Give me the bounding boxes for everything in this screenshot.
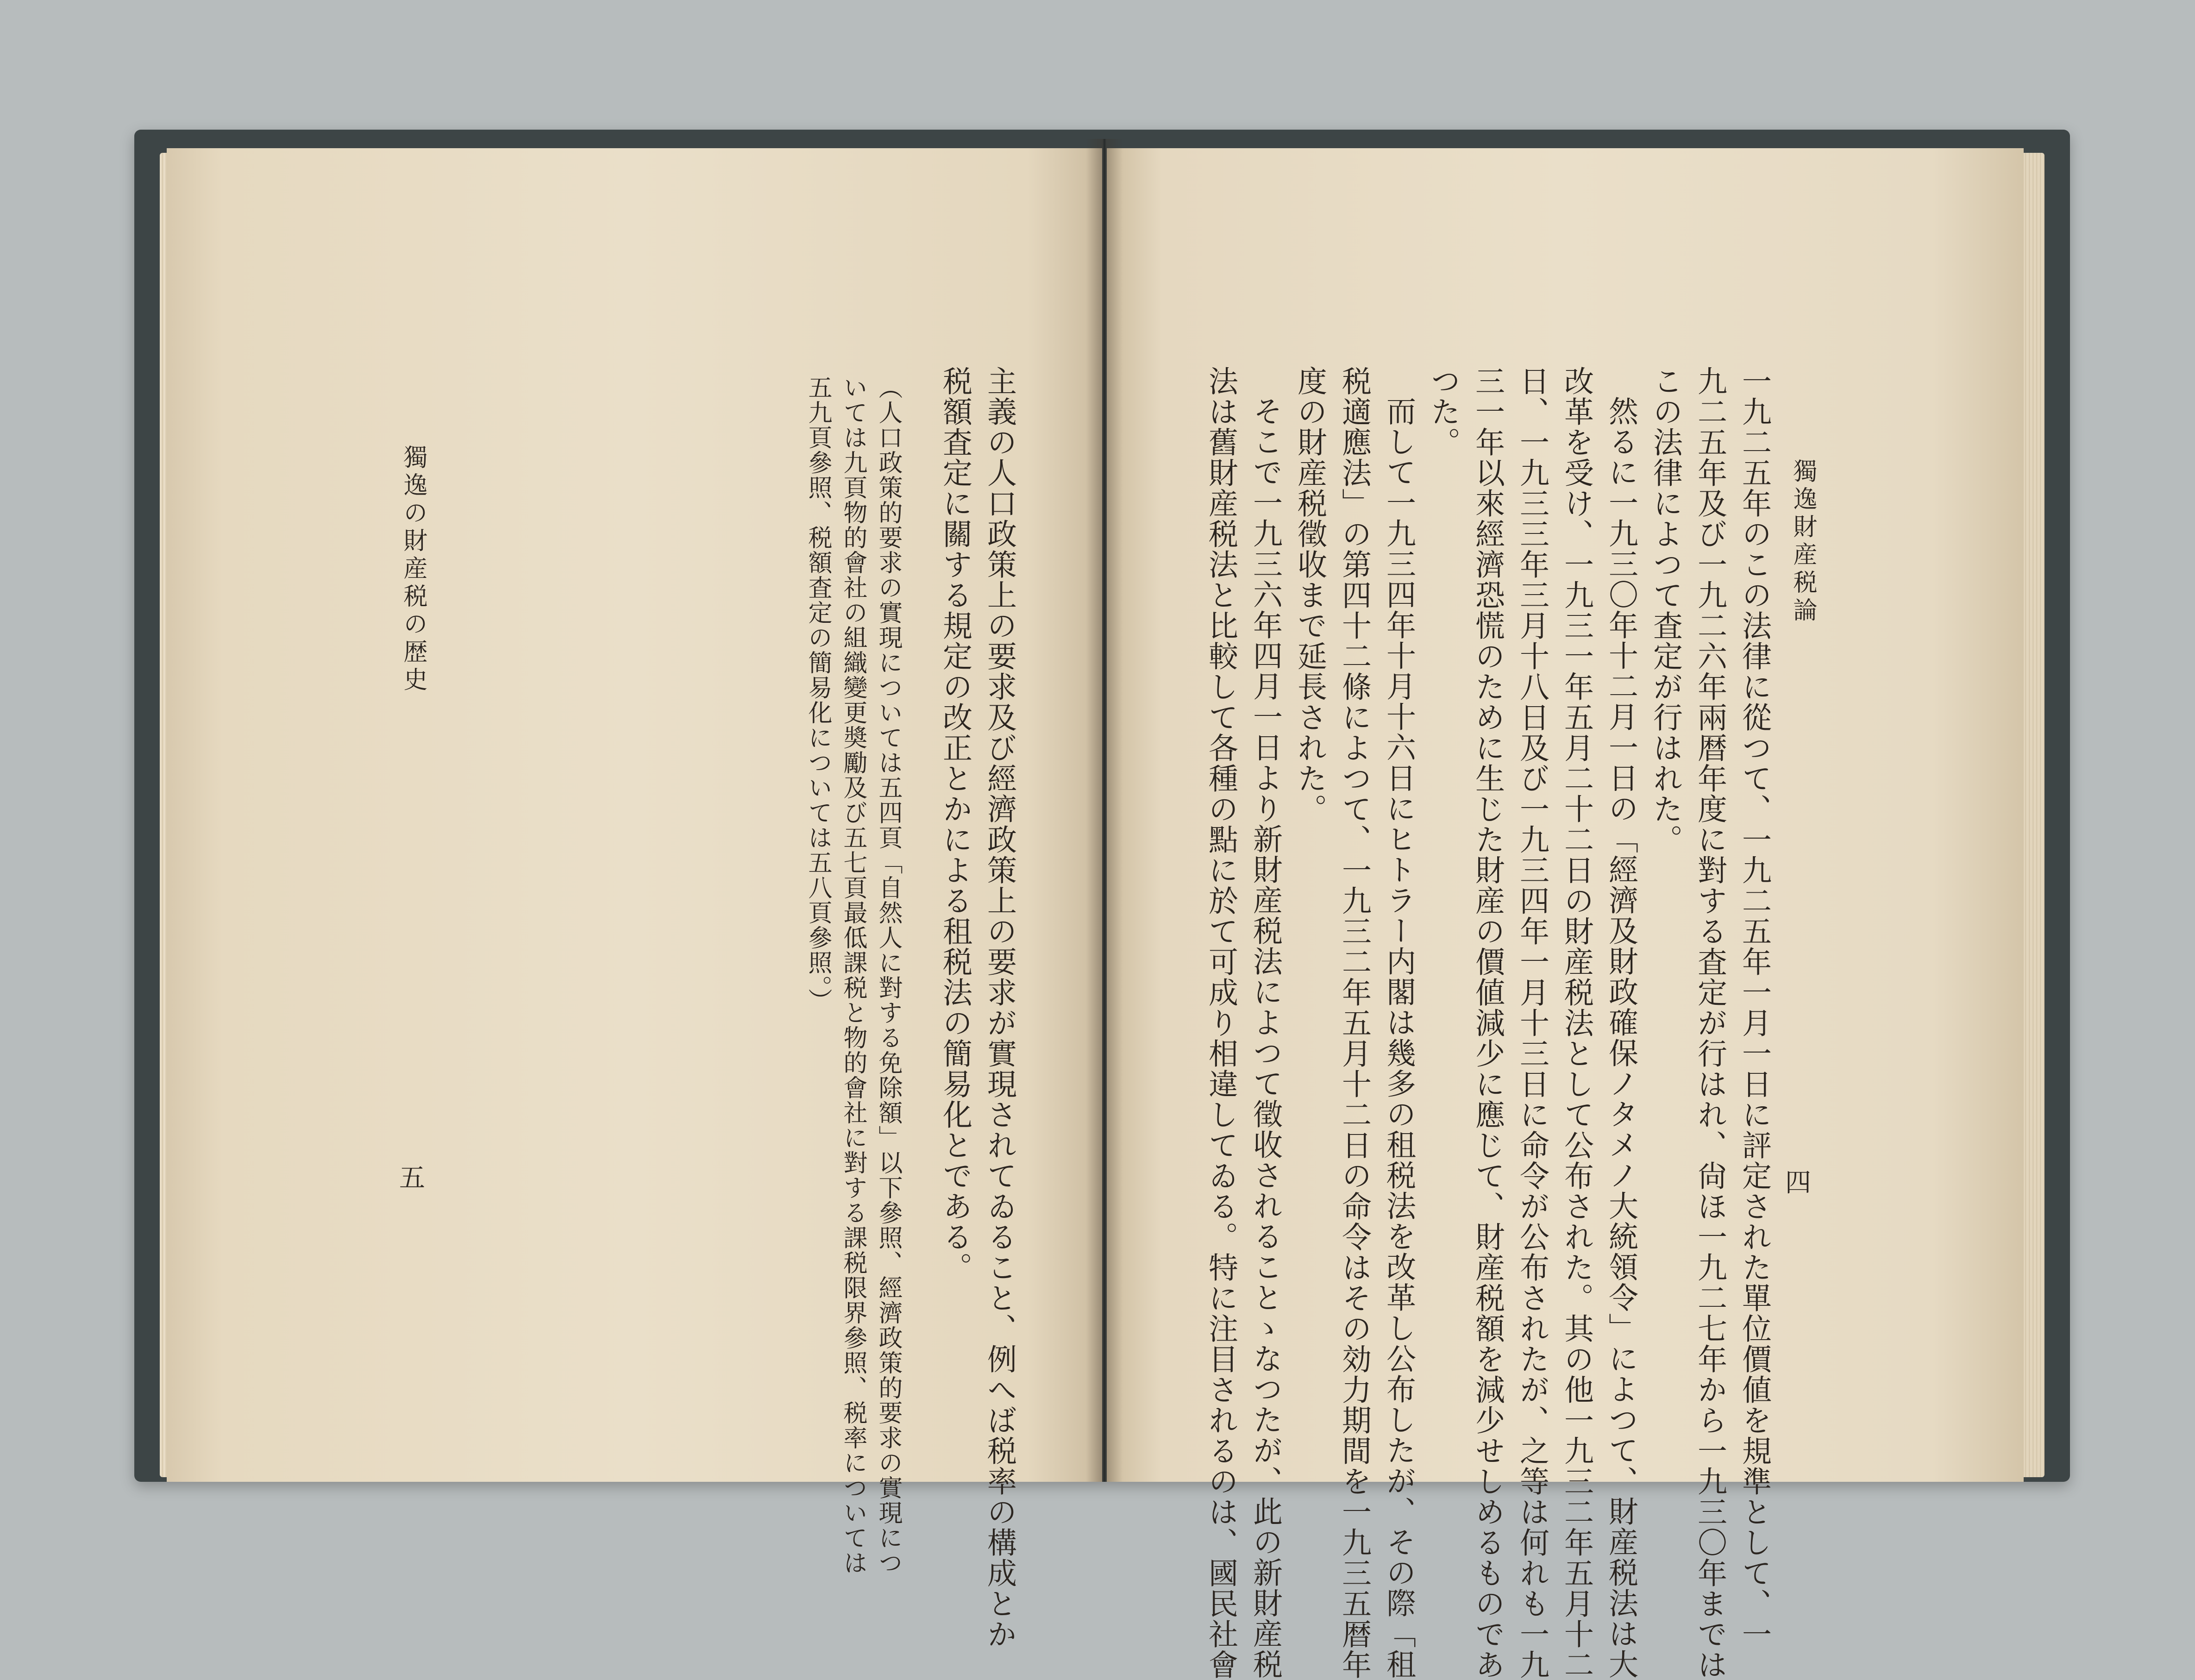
left-note-line-1: （人口政策的要求の實現については五四頁「自然人に對する免除額」以下參照、經濟政策的要求の實現につ: [874, 375, 902, 1575]
right-body-line-12: そこで一九三六年四月一日より新財産税法によつて徵收されることゝなつたが、此の新財産税: [1248, 396, 1282, 1680]
left-running-header: 獨逸の財産税の歴史: [399, 445, 427, 695]
right-body-line-4: 然るに一九三〇年十二月一日の「經濟及財政確保ノタメノ大統領令」によつて、財産税法は大: [1604, 396, 1638, 1680]
right-page-number: 四: [1785, 1168, 1812, 1198]
left-note-line-2: いては九頁物的會社の組織變更奬勵及び五七頁最低課税と物的會社に對する課税限界參照、税率については: [839, 375, 867, 1575]
left-note-line-3: 五九頁參照、税額査定の簡易化については五八頁參照。）: [804, 375, 832, 1013]
right-body-line-5: 改革を受け、一九三一年五月二十二日の財産税法として公布された。其の他一九三二年五月十二: [1559, 366, 1593, 1680]
right-body-line-11: 度の財産税徵收まで延長された。: [1292, 366, 1327, 824]
right-body-line-7: 三一年以來經濟恐慌のために生じた財産の價値減少に應じて、財産税額を減少せしめるものであ: [1470, 366, 1505, 1680]
left-page-number: 五: [399, 1163, 426, 1193]
right-body-line-13: 法は舊財産税法と比較して各種の點に於て可成り相違してゐる。特に注目されるのは、國民社會: [1204, 366, 1238, 1680]
right-body-line-3: この法律によつて査定が行はれた。: [1648, 366, 1682, 855]
right-running-header: 獨逸財産税論: [1789, 458, 1817, 625]
right-body-line-2: 九二五年及び一九二六年兩暦年度に對する査定が行はれ、尙ほ一九二七年から一九三〇年までは: [1693, 366, 1727, 1680]
right-body-line-9: 而して一九三四年十月十六日にヒトラー内閣は幾多の租税法を改革し公布したが、その際「租: [1381, 396, 1416, 1680]
right-body-line-8: つた。: [1426, 366, 1460, 458]
right-body-line-10: 税適應法」の第四十二條によつて、一九三二年五月十二日の命令はその効力期間を一九三五暦年: [1337, 366, 1371, 1680]
book-gutter: [1086, 139, 1123, 1482]
right-body-line-1: 一九二五年のこの法律に從つて、一九二五年一月一日に評定された單位價値を規準として、一: [1737, 366, 1771, 1649]
left-body-line-2: 税額査定に關する規定の改正とかによる租税法の簡易化とである。: [938, 366, 972, 1283]
left-body-line-1: 主義の人口政策上の要求及び經濟政策上の要求が實現されてゐること、例へば税率の構成とか: [982, 366, 1016, 1649]
right-body-line-6: 日、一九三三年三月十八日及び一九三四年一月十三日に命令が公布されたが、之等は何れも一九: [1515, 366, 1549, 1680]
